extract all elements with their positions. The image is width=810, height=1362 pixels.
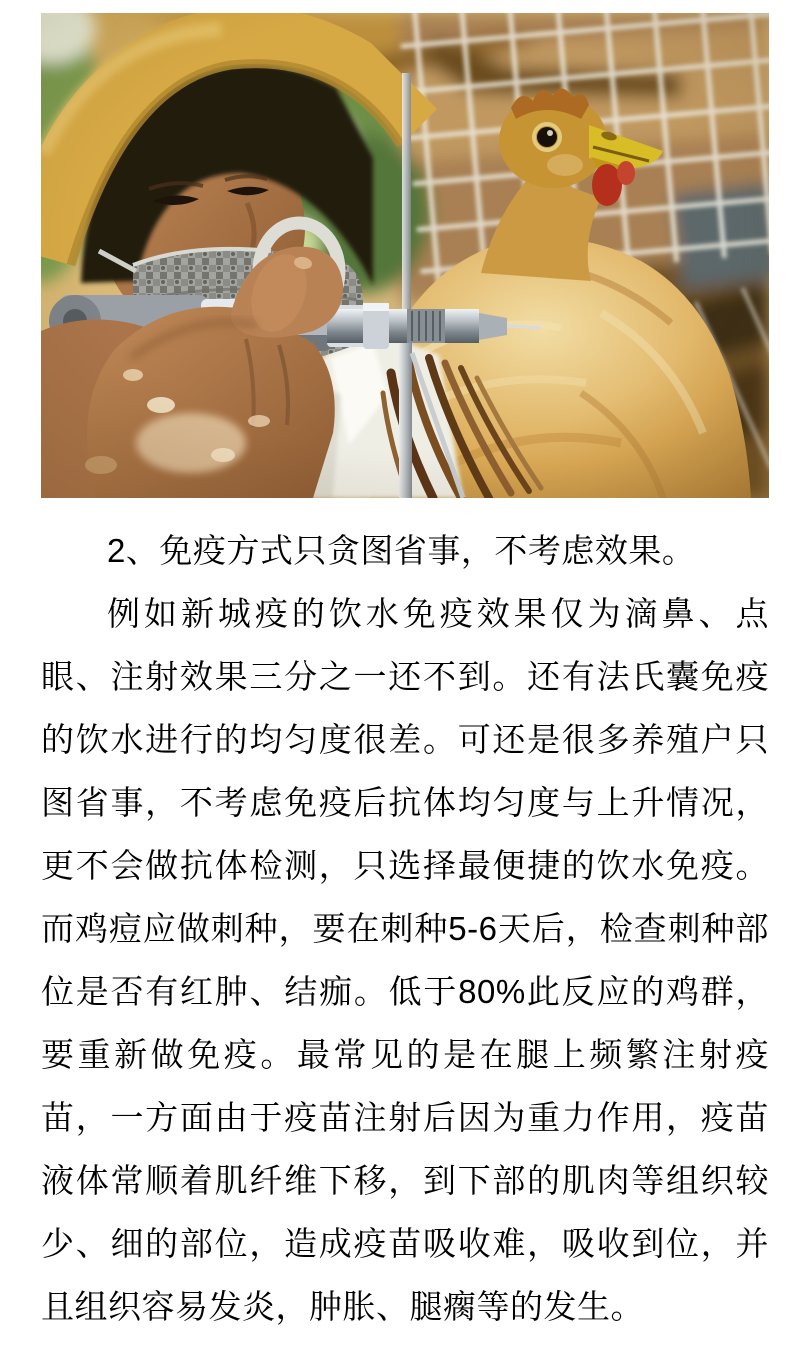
photo-vignette (41, 13, 769, 498)
article-line: 少、细的部位，造成疫苗吸收难，吸收到位，并 (41, 1225, 769, 1262)
article-line: 例如新城疫的饮水免疫效果仅为滴鼻、点 (107, 595, 769, 632)
article-body (41, 519, 769, 1338)
article-line: 位是否有红肿、结痂。低于80%此反应的鸡群， (41, 973, 769, 1010)
article-line: 液体常顺着肌纤维下移，到下部的肌肉等组织较 (41, 1162, 769, 1199)
article-line: 2、免疫方式只贪图省事，不考虑效果。 (107, 532, 696, 569)
article-line: 眼、注射效果三分之一还不到。还有法氏囊免疫 (41, 658, 769, 695)
article-line: 且组织容易发炎，肿胀、腿瘸等的发生。 (41, 1288, 644, 1325)
article-line: 要重新做免疫。最常见的是在腿上频繁注射疫 (41, 1036, 769, 1073)
article-line: 图省事，不考虑免疫后抗体均匀度与上升情况， (41, 784, 769, 821)
article-line: 更不会做抗体检测，只选择最便捷的饮水免疫。 (41, 847, 769, 884)
article-line: 而鸡痘应做刺种，要在刺种5-6天后，检查刺种部 (41, 910, 769, 947)
article-image (41, 13, 769, 498)
article-line: 苗，一方面由于疫苗注射后因为重力作用，疫苗 (41, 1099, 769, 1136)
article-line: 的饮水进行的均匀度很差。可还是很多养殖户只 (41, 721, 769, 758)
chicken-vaccination-photo (41, 13, 769, 498)
